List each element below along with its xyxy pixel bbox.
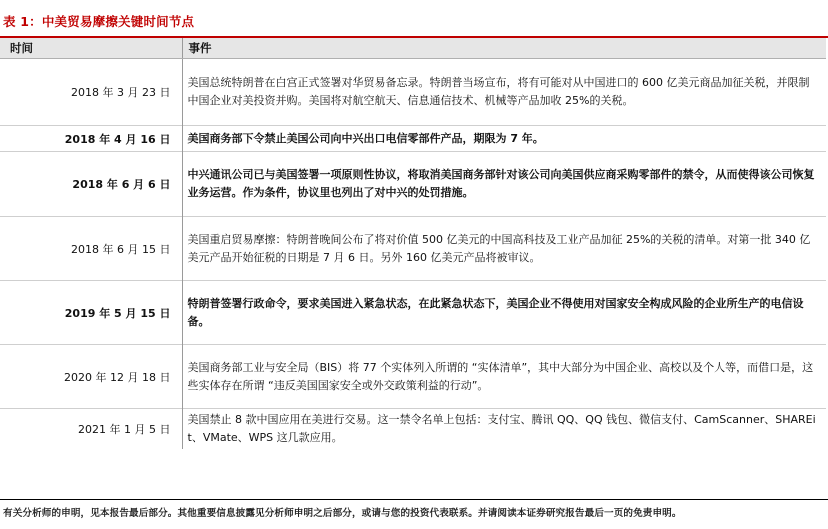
event-description: 美国总统特朗普在白宫正式签署对华贸易备忘录。特朗普当场宣布，将有可能对从中国进口的 600 亿美元商品加征关税，并限制中国企业对美投资并购。美国将对航空航天、信息通信技术、机械等产品加收 25%的关税。: [182, 59, 826, 126]
event-description: 美国禁止 8 款中国应用在美进行交易。这一禁令名单上包括：支付宝、腾讯 QQ、QQ 钱包、微信支付、CamScanner、SHAREit、VMate、WPS 这几款应用。: [182, 409, 826, 449]
event-date: 2019 年 5 月 15 日: [64, 306, 171, 320]
table-row: [0, 345, 826, 409]
event-date: 2020 年 12 月 18 日: [64, 370, 171, 384]
event-description: 中兴通讯公司已与美国签署一项原则性协议，将取消美国商务部针对该公司向美国供应商采购零部件的禁令，从而使得该公司恢复业务运营。作为条件，协议里也列出了对中兴的处罚措施。: [182, 152, 826, 217]
table-header-row: [0, 38, 826, 59]
event-date: 2018 年 6 月 6 日: [72, 178, 171, 191]
event-date: 2018 年 4 月 16 日: [64, 132, 171, 146]
event-description: 美国商务部下令禁止美国公司向中兴出口电信零部件产品，期限为 7 年。: [182, 126, 826, 152]
event-column-header: 事件: [182, 38, 826, 59]
event-date: 2021 年 1 月 5 日: [78, 422, 171, 436]
table-row: [0, 59, 826, 126]
table-row: [0, 409, 826, 449]
event-description: 特朗普签署行政命令，要求美国进入紧急状态，在此紧急状态下，美国企业不得使用对国家安全构成风险的企业所生产的电信设备。: [182, 281, 826, 345]
event-description: 美国商务部工业与安全局（BIS）将 77 个实体列入所谓的 “实体清单”，其中大部分为中国企业、高校以及个人等，而借口是，这些实体存在所谓 “违反美国国家安全或外交政策利益的行动”。: [182, 345, 826, 409]
footer-disclaimer: 有关分析师的申明，见本报告最后部分。其他重要信息披露见分析师申明之后部分，或请与您的投资代表联系。并请阅读本证券研究报告最后一页的免责申明。: [3, 508, 682, 519]
footer-divider: [0, 499, 828, 500]
time-column-header: 时间: [0, 38, 182, 59]
event-date: 2018 年 3 月 23 日: [71, 86, 171, 99]
timeline-table: [0, 38, 826, 449]
table-row: [0, 281, 826, 345]
table-row: [0, 152, 826, 217]
table-title: 表 1：中美贸易摩擦关键时间节点: [3, 14, 195, 29]
event-date: 2018 年 6 月 15 日: [71, 242, 171, 256]
table-row: [0, 126, 826, 152]
table-row: [0, 217, 826, 281]
event-description: 美国重启贸易摩擦：特朗普晚间公布了将对价值 500 亿美元的中国高科技及工业产品加征 25%的关税的清单。对第一批 340 亿美元产品开始征税的日期是 7 月 6 日。另外 160 亿美元产品将被审议。: [182, 217, 826, 281]
